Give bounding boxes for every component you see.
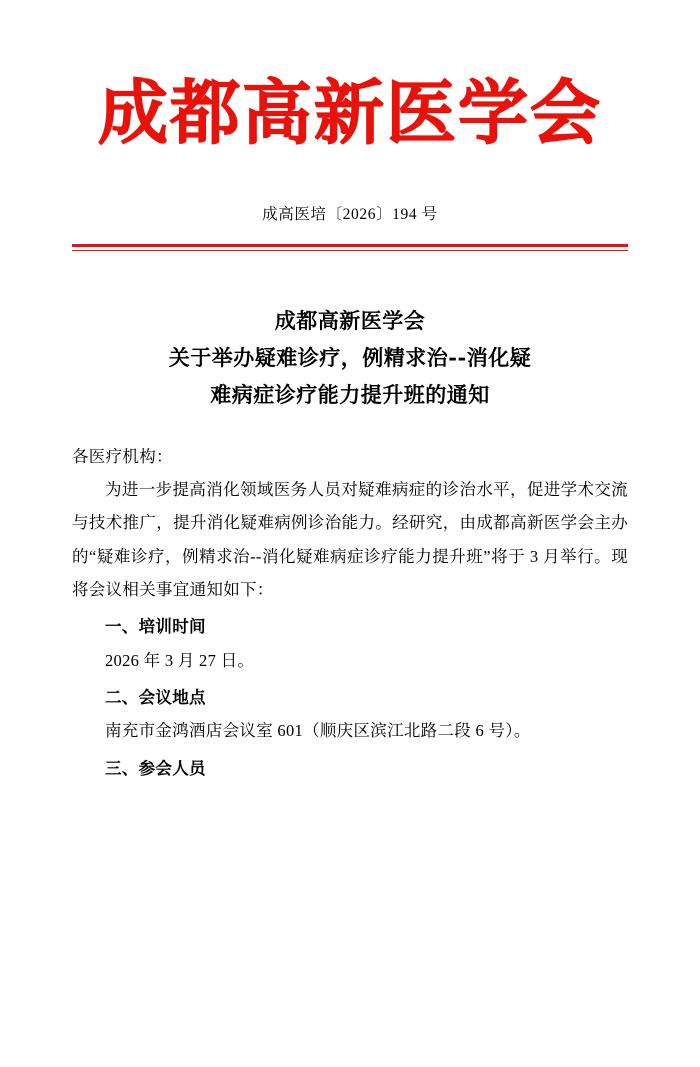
red-separator bbox=[72, 244, 628, 251]
red-rule-thin bbox=[72, 250, 628, 251]
section-heading-3: 三、参会人员 bbox=[105, 758, 206, 778]
section-body-2: 南充市金鸿酒店会议室 601（顺庆区滨江北路二段 6 号）。 bbox=[105, 721, 531, 741]
section-heading-2: 二、会议地点 bbox=[105, 687, 206, 707]
organization-title: 成都高新医学会 bbox=[98, 71, 602, 154]
document-title bbox=[72, 303, 628, 413]
document-title-line-1: 成都高新医学会 bbox=[274, 308, 426, 334]
document-page bbox=[0, 71, 700, 1067]
masthead bbox=[72, 71, 628, 154]
red-rule-thick bbox=[72, 244, 628, 247]
document-title-line-2: 关于举办疑难诊疗，例精求治--消化疑 bbox=[168, 345, 532, 371]
document-body bbox=[72, 440, 628, 785]
salutation: 各医疗机构： bbox=[72, 446, 173, 466]
document-number: 成高医培〔2026〕194 号 bbox=[262, 206, 438, 223]
document-title-line-3: 难病症诊疗能力提升班的通知 bbox=[210, 381, 490, 407]
intro-paragraph: 为进一步提高消化领域医务人员对疑难病症的诊治水平，促进学术交流与技术推广，提升消化疑难病例诊治能力。经研究，由成都高新医学会主办的“疑难诊疗，例精求治--消化疑难病症诊疗能力提升班”将于 3 月举行。现将会议相关事宜通知如下： bbox=[72, 479, 628, 599]
section-body-1: 2026 年 3 月 27 日。 bbox=[105, 650, 255, 670]
section-heading-1: 一、培训时间 bbox=[105, 617, 206, 637]
